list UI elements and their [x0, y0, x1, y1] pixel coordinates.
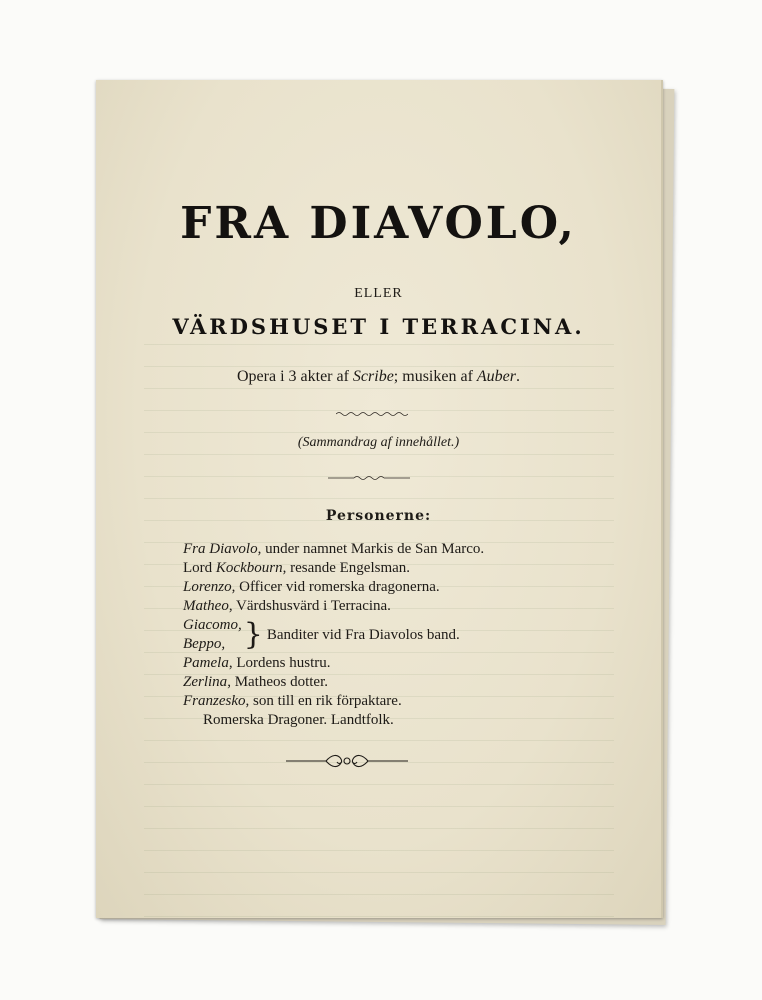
wavy-rule-top — [336, 410, 408, 418]
cast-row — [183, 540, 603, 559]
role-name: Giacomo, — [183, 617, 242, 633]
role-name: Pamela — [183, 655, 229, 671]
role-desc: , son till en rik förpaktare. — [245, 693, 402, 709]
libretto-page — [96, 80, 663, 918]
role-desc: , Officer vid romerska dragonerna. — [231, 579, 440, 595]
page-title: FRA DIAVOLO, — [180, 198, 577, 249]
credits-prefix: Opera i 3 akter af — [236, 368, 353, 385]
librettist-name: Scribe — [352, 368, 394, 385]
role-desc: , under namnet Markis de San Marco. — [257, 541, 485, 557]
role-name: Zerlina — [183, 674, 228, 690]
cast-row — [183, 654, 603, 673]
role-title: Lord — [183, 560, 216, 576]
composer-name: Auber — [476, 368, 516, 385]
role-name: Kockbourn — [215, 560, 283, 576]
role-desc: , Matheos dotter. — [227, 674, 329, 690]
role-name: Franzesko — [183, 693, 246, 709]
cast-row — [183, 597, 603, 616]
connector-word: ELLER — [354, 286, 403, 301]
bandit-names — [183, 616, 242, 654]
role-name: Lorenzo — [183, 579, 232, 595]
cast-heading: Personerne: — [325, 508, 432, 524]
cast-row — [183, 578, 603, 597]
cast-row — [183, 559, 603, 578]
role-name: Fra Diavolo — [183, 541, 258, 557]
role-desc: , resande Engelsman. — [282, 560, 411, 576]
brace-icon: } — [243, 617, 263, 652]
summary-note: (Sammandrag af innehållet.) — [297, 435, 460, 450]
role-name: Beppo, — [183, 636, 226, 652]
credits-line — [96, 368, 661, 386]
bandits-group — [183, 616, 603, 654]
cast-list — [183, 540, 603, 730]
wavy-rule-bottom — [328, 474, 410, 482]
extras-line: Romerska Dragoner. Landtfolk. — [203, 712, 394, 728]
role-desc: , Lordens hustru. — [228, 655, 331, 671]
bandits-desc: Banditer vid Fra Diavolos band. — [266, 626, 460, 643]
cast-row — [183, 673, 603, 692]
credits-middle: ; musiken af — [393, 368, 477, 385]
role-name: Matheo — [183, 598, 229, 614]
cast-row — [183, 692, 603, 711]
credits-suffix: . — [516, 368, 520, 385]
page-subtitle: VÄRDSHUSET I TERRACINA. — [172, 314, 585, 339]
role-desc: , Värdshusvärd i Terracina. — [228, 598, 391, 614]
ornament-divider-icon — [286, 750, 408, 772]
